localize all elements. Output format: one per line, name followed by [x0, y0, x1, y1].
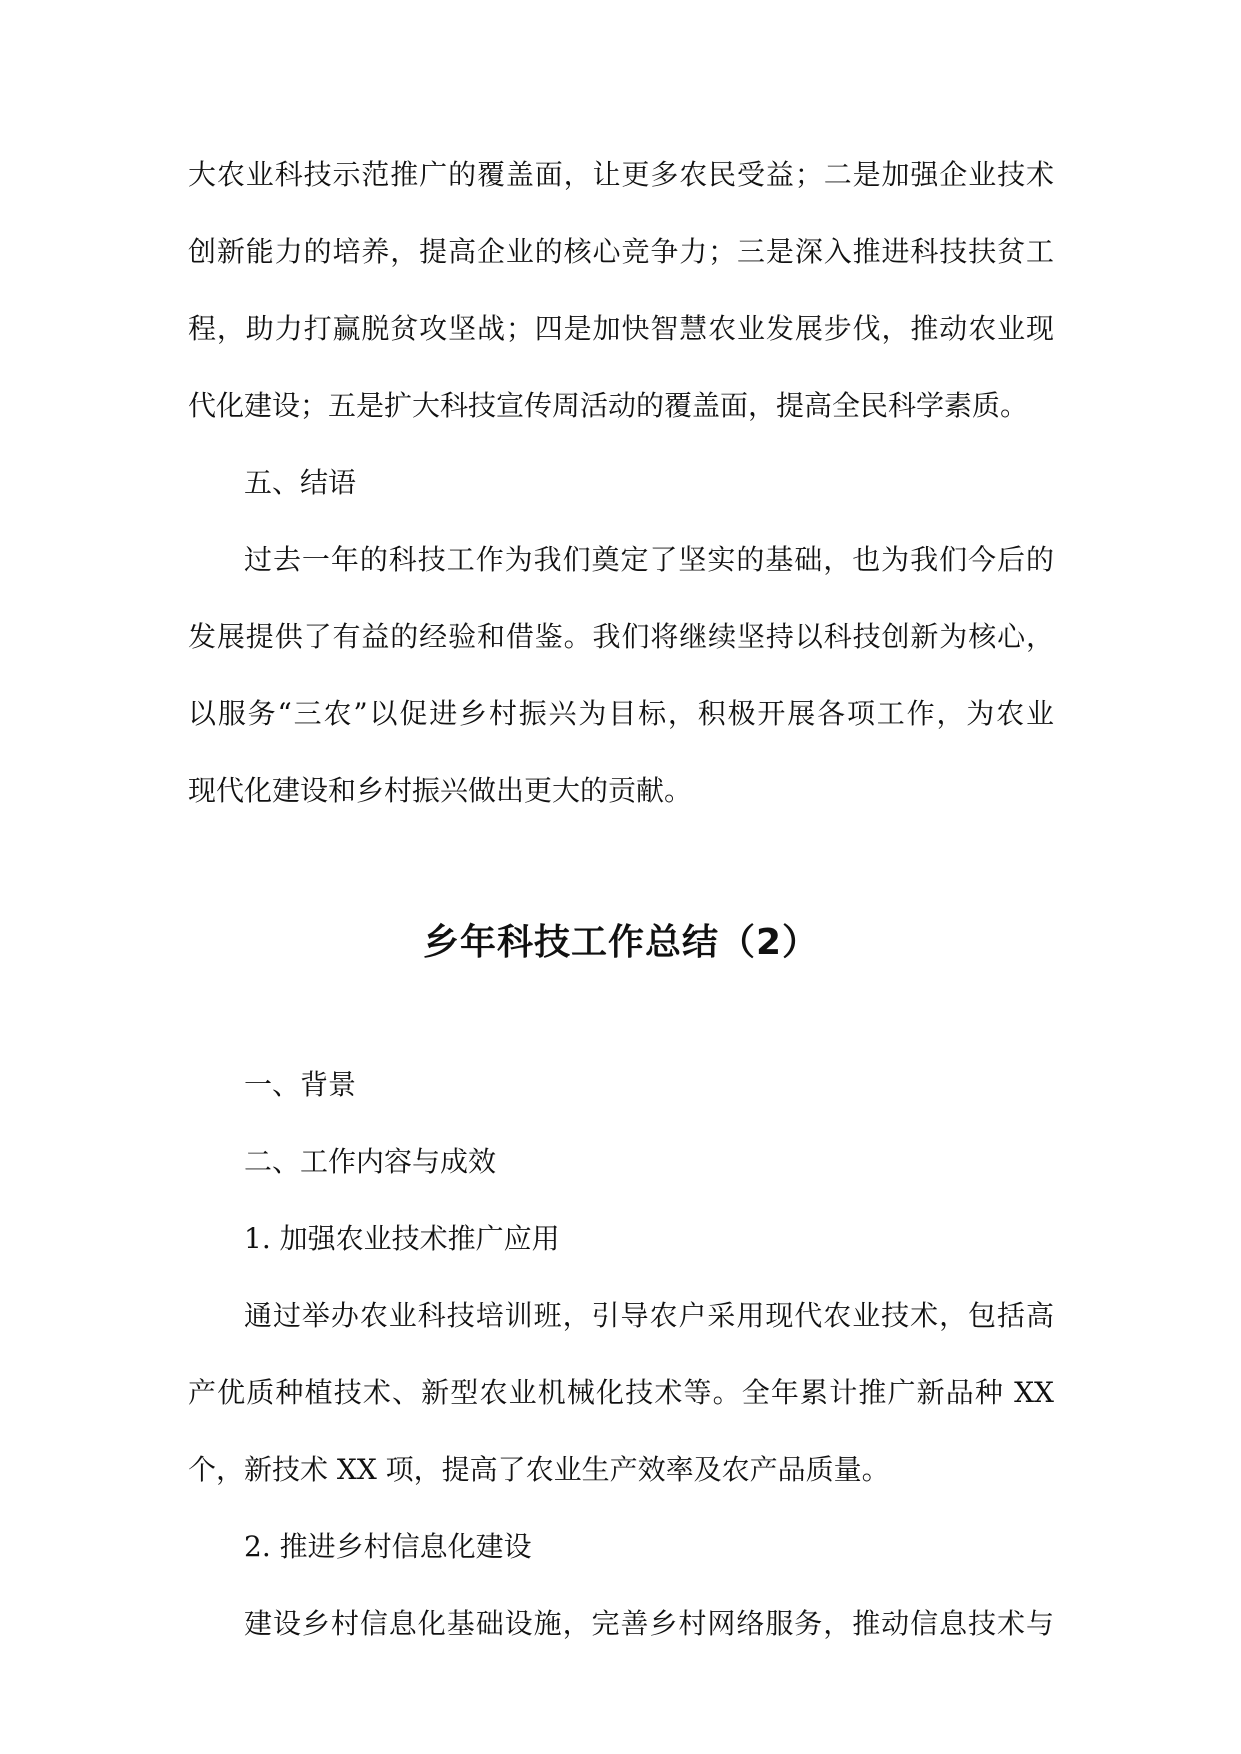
paragraph-line: 发展提供了有益的经验和借鉴。我们将继续坚持以科技创新为核心， [188, 620, 1054, 653]
section-heading-background: 一、背景 [244, 1068, 357, 1101]
section-heading-work: 二、工作内容与成效 [244, 1145, 497, 1178]
paragraph-line: 大农业科技示范推广的覆盖面，让更多农民受益；二是加强企业技术 [188, 158, 1054, 191]
spacer [188, 981, 1054, 1046]
paragraph-line: 通过举办农业科技培训班，引导农户采用现代农业技术，包括高 [244, 1299, 1054, 1332]
paragraph-line: 代化建设；五是扩大科技宣传周活动的覆盖面，提高全民科学素质。 [188, 389, 1029, 422]
paragraph-line: 产优质种植技术、新型农业机械化技术等。全年累计推广新品种 XX [188, 1376, 1054, 1409]
document-title: 乡年科技工作总结（2） [422, 922, 820, 963]
paragraph-line: 建设乡村信息化基础设施，完善乡村网络服务，推动信息技术与 [244, 1607, 1054, 1640]
paragraph-line: 过去一年的科技工作为我们奠定了坚实的基础，也为我们今后的 [244, 543, 1054, 576]
paragraph-line: 创新能力的培养，提高企业的核心竞争力；三是深入推进科技扶贫工 [188, 235, 1054, 268]
paragraph-line: 个，新技术 XX 项，提高了农业生产效率及农产品质量。 [188, 1453, 890, 1486]
subsection-heading-informatization: 2. 推进乡村信息化建设 [244, 1530, 532, 1563]
paragraph-line: 现代化建设和乡村振兴做出更大的贡献。 [188, 774, 693, 807]
subsection-heading-tech-promotion: 1. 加强农业技术推广应用 [244, 1222, 560, 1255]
paragraph-line: 以服务“三农”以促进乡村振兴为目标，积极开展各项工作，为农业 [188, 697, 1054, 730]
document-body [188, 136, 1054, 1662]
spacer [188, 829, 1054, 904]
paragraph-line: 程，助力打赢脱贫攻坚战；四是加快智慧农业发展步伐，推动农业现 [188, 312, 1054, 345]
section-heading-conclusion: 五、结语 [244, 466, 357, 499]
